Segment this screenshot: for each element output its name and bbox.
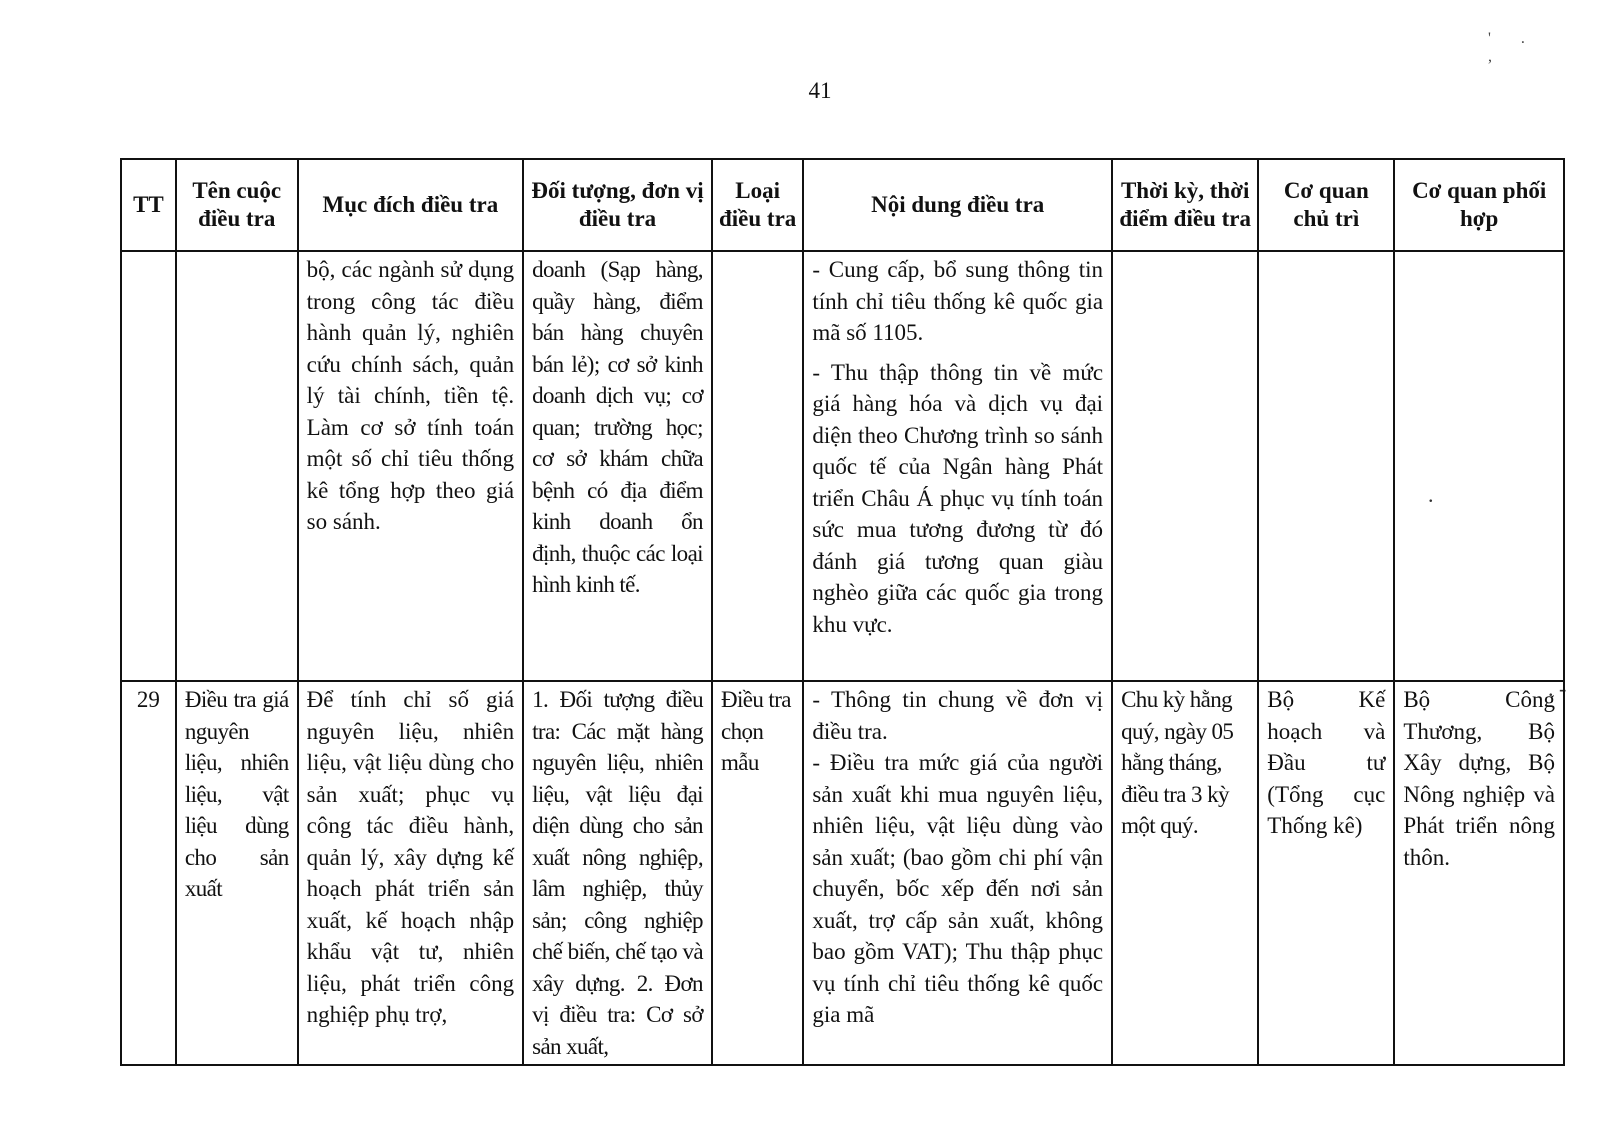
content-item: - Thông tin chung về đơn vị điều tra. (812, 687, 1104, 744)
survey-table (120, 158, 1565, 1066)
cell-loai (712, 251, 803, 681)
cell-loai: Điều tra chọn mẫu (712, 681, 803, 1065)
header-tt: TT (121, 159, 176, 251)
cell-tt (121, 251, 176, 681)
header-chu-tri: Cơ quan chủ trì (1258, 159, 1394, 251)
header-thoi-ky: Thời kỳ, thời điểm điều tra (1112, 159, 1258, 251)
cell-chu-tri (1258, 251, 1394, 681)
cell-noi-dung (803, 681, 1112, 1065)
cell-muc-dich: Để tính chỉ số giá nguyên liệu, nhiên liệu, vật liệu dùng cho sản xuất; phục vụ công tác điều hành, quản lý, xây dựng kế hoạch phát triển sản xuất, kế hoạch nhập khẩu vật tư, nhiên liệu, phát triển công nghiệp phụ trợ, (298, 681, 523, 1065)
cell-phoi-hop: Bộ Công Thương, Bộ Xây dựng, Bộ Nông nghiệp và Phát triển nông thôn. (1394, 681, 1564, 1065)
header-phoi-hop: Cơ quan phối hợp (1394, 159, 1564, 251)
cell-thoi-ky (1112, 251, 1258, 681)
header-ten-cuoc: Tên cuộc điều tra (176, 159, 298, 251)
page-number: 41 (808, 78, 832, 103)
table-row-continued (121, 251, 1564, 681)
content-item: - Thu thập thông tin về mức giá hàng hóa và dịch vụ đại diện theo Chương trình so sánh quốc tế của Ngân hàng Phát triển Châu Á phục vụ tính toán sức mua tương đương từ đó đánh giá tương quan giàu nghèo giữa các quốc gia trong khu vực. (812, 359, 1104, 637)
cell-chu-tri: Bộ Kế hoạch và Đầu tư (Tổng cục Thống kê) (1258, 681, 1394, 1065)
header-doi-tuong: Đối tượng, đơn vị điều tra (523, 159, 712, 251)
cell-noi-dung (803, 251, 1112, 681)
cell-phoi-hop (1394, 251, 1564, 681)
header-row (121, 159, 1564, 251)
cell-ten-cuoc (176, 251, 298, 681)
stray-dot: . (1428, 482, 1434, 507)
header-noi-dung: Nội dung điều tra (803, 159, 1112, 251)
cell-doi-tuong: doanh (Sạp hàng, quầy hàng, điểm bán hàng chuyên bán lẻ); cơ sở kinh doanh dịch vụ; cơ quan; trường học; cơ sở khám chữa bệnh có địa điểm kinh doanh ổn định, thuộc các loại hình kinh tế. (523, 251, 712, 681)
header-loai: Loại điều tra (712, 159, 803, 251)
cell-thoi-ky: Chu kỳ hằng quý, ngày 05 hằng tháng, điều tra 3 kỳ một quý. (1112, 681, 1258, 1065)
cell-doi-tuong: 1. Đối tượng điều tra: Các mặt hàng nguyên liệu, nhiên liệu, vật liệu đại diện dùng cho sản xuất nông nghiệp, lâm nghiệp, thủy sản; công nghiệp chế biến, chế tạo và xây dựng. 2. Đơn vị điều tra: Cơ sở sản xuất, (523, 681, 712, 1065)
corner-mark: '. , (1488, 30, 1555, 65)
cell-ten-cuoc: Điều tra giá nguyên liệu, nhiên liệu, vật liệu dùng cho sản xuất (176, 681, 298, 1065)
table-row-29 (121, 681, 1564, 1065)
content-item: - Cung cấp, bổ sung thông tin tính chỉ tiêu thống kê quốc gia mã số 1105. (812, 257, 1104, 345)
content-item: - Điều tra mức giá của người sản xuất khi mua nguyên liệu, nhiên liệu, vật liệu dùng vào sản xuất; (bao gồm chi phí vận chuyển, bốc xếp đến nơi sản xuất, trợ cấp sản xuất, không bao gồm VAT); Thu thập phục vụ tính chỉ tiêu thống kê quốc gia mã (812, 750, 1104, 1027)
cell-muc-dich: bộ, các ngành sử dụng trong công tác điều hành quản lý, nghiên cứu chính sách, quản lý tài chính, tiền tệ. Làm cơ sở tính toán một số chỉ tiêu thống kê tổng hợp theo giá so sánh. (298, 251, 523, 681)
header-muc-dich: Mục đích điều tra (298, 159, 523, 251)
stray-dot-edge: . - (1548, 676, 1567, 701)
cell-tt: 29 (121, 681, 176, 1065)
